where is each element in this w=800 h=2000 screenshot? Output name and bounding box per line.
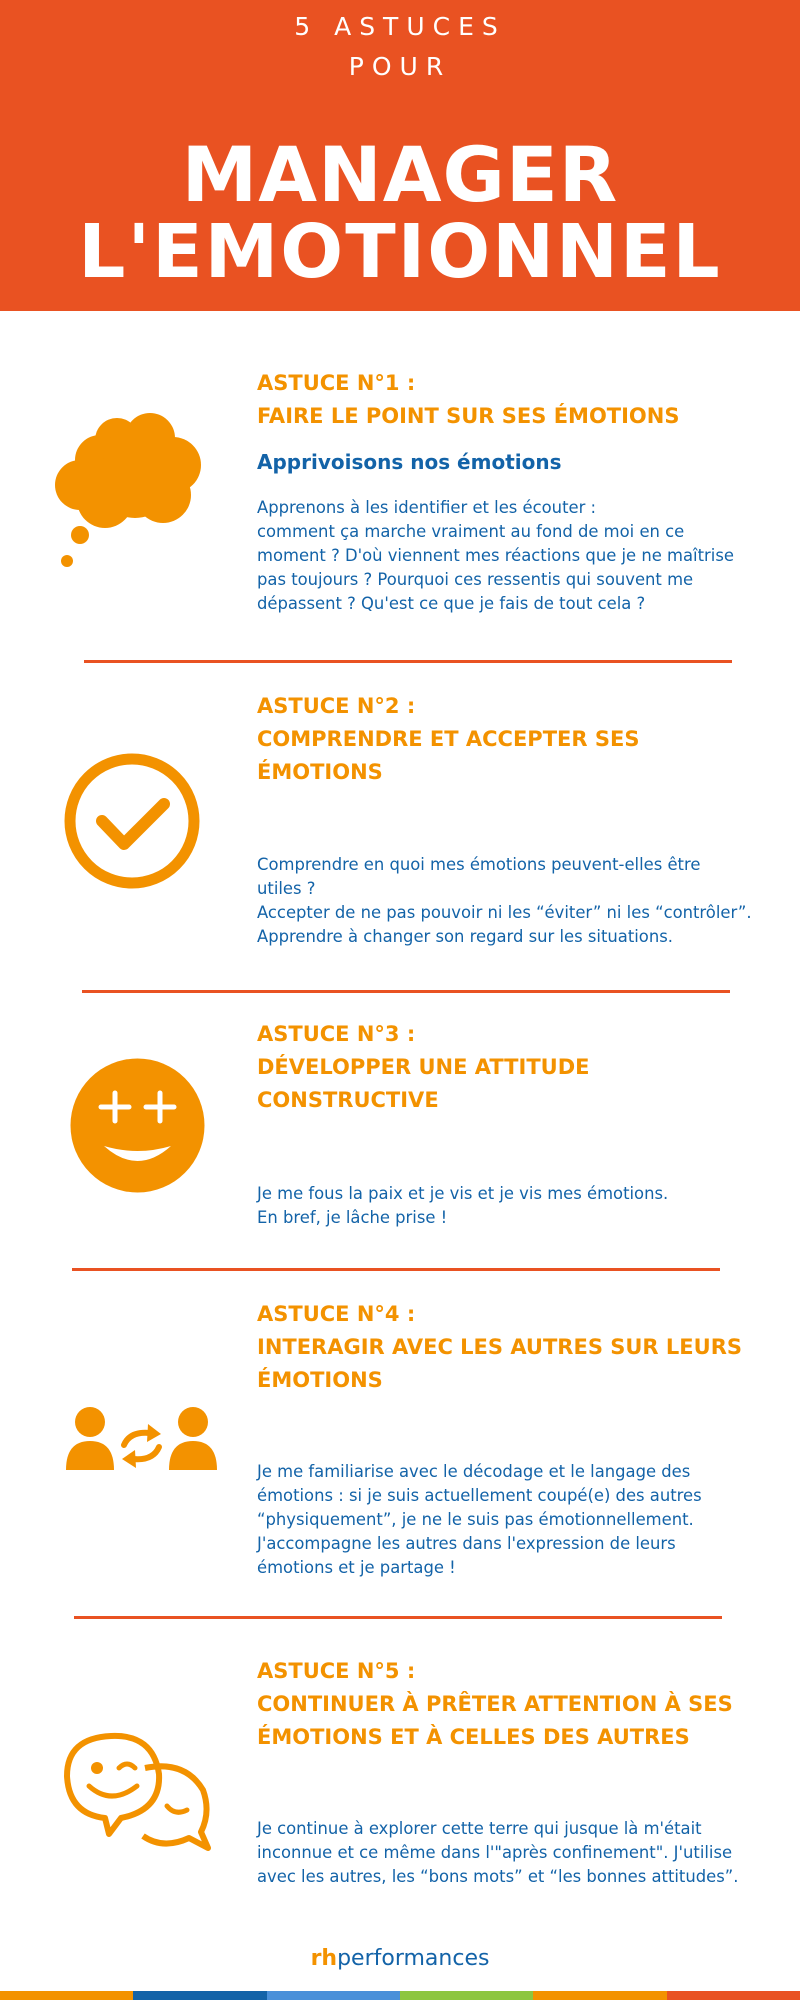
tip-title (257, 690, 777, 789)
separator (74, 1616, 722, 1619)
tip-number: ASTUCE N°4 : (257, 1302, 416, 1326)
tip-title (257, 1655, 777, 1754)
body-line: Je me familiarise avec le décodage et le langage des (257, 1462, 691, 1481)
tip-body (257, 1460, 782, 1580)
body-line: inconnue et ce même dans l'"après confinement". J'utilise (257, 1843, 733, 1862)
body-line: dépassent ? Qu'est ce que je fais de tout cela ? (257, 594, 646, 613)
header-banner (0, 0, 800, 311)
tip-heading: COMPRENDRE ET ACCEPTER SES (257, 727, 640, 751)
body-line: Je me fous la paix et je vis et je vis mes émotions. (257, 1184, 669, 1203)
body-line: moment ? D'où viennent mes réactions que je ne maîtrise (257, 546, 734, 565)
footer-color-bar (0, 1991, 800, 2000)
brand-logo (0, 1946, 800, 1971)
footer-segment (400, 1991, 533, 2000)
tip-body (257, 1817, 782, 1889)
body-line: utiles ? (257, 879, 316, 898)
tip-heading: INTERAGIR AVEC LES AUTRES SUR LEURS (257, 1335, 742, 1359)
body-line: Apprendre à changer son regard sur les situations. (257, 927, 673, 946)
body-line: avec les autres, les “bons mots” et “les bonnes attitudes”. (257, 1867, 739, 1886)
separator (72, 1268, 720, 1271)
tip-title (257, 1298, 777, 1397)
footer-segment (133, 1991, 266, 2000)
body-line: En bref, je lâche prise ! (257, 1208, 448, 1227)
tip-body (257, 496, 782, 616)
tip-heading: DÉVELOPPER UNE ATTITUDE (257, 1055, 590, 1079)
tip-heading: FAIRE LE POINT SUR SES ÉMOTIONS (257, 404, 680, 428)
body-line: Je continue à explorer cette terre qui jusque là m'était (257, 1819, 702, 1838)
body-line: émotions et je partage ! (257, 1558, 456, 1577)
logo-prefix: rh (310, 1946, 338, 1971)
separator (84, 660, 732, 663)
body-line: pas toujours ? Pourquoi ces ressentis qui souvent me (257, 570, 694, 589)
check-circle-icon (62, 752, 202, 890)
footer-segment (267, 1991, 400, 2000)
body-line: “physiquement”, je ne le suis pas émotionnellement. (257, 1510, 694, 1529)
tip-heading: CONSTRUCTIVE (257, 1088, 439, 1112)
tip-number: ASTUCE N°2 : (257, 694, 416, 718)
tip-heading: CONTINUER À PRÊTER ATTENTION À SES (257, 1692, 733, 1716)
tip-number: ASTUCE N°3 : (257, 1022, 416, 1046)
body-line: Apprenons à les identifier et les écouter : (257, 498, 597, 517)
header-kicker: POUR (348, 52, 452, 81)
tip-heading: ÉMOTIONS (257, 760, 383, 784)
body-line: Accepter de ne pas pouvoir ni les “éviter” ni les “contrôler”. (257, 903, 752, 922)
body-line: Comprendre en quoi mes émotions peuvent-elles être (257, 855, 701, 874)
footer-segment (533, 1991, 666, 2000)
tip-title (257, 1018, 777, 1117)
page-title: MANAGER (181, 130, 619, 219)
people-exchange-icon (64, 1405, 219, 1475)
tip-title (257, 367, 777, 433)
page-title: L'EMOTIONNEL (78, 209, 722, 295)
logo-suffix: performances (337, 1946, 490, 1971)
tip-subtitle: Apprivoisons nos émotions (257, 450, 562, 474)
smiley-chat-bubbles-icon (63, 1730, 213, 1855)
header-kicker: 5 ASTUCES (294, 12, 506, 41)
tip-number: ASTUCE N°5 : (257, 1659, 416, 1683)
tip-body (257, 1182, 782, 1230)
footer-segment (0, 1991, 133, 2000)
tip-number: ASTUCE N°1 : (257, 371, 416, 395)
tip-heading: ÉMOTIONS (257, 1368, 383, 1392)
body-line: émotions : si je suis actuellement coupé(e) des autres (257, 1486, 702, 1505)
tip-body (257, 853, 782, 949)
separator (82, 990, 730, 993)
body-line: comment ça marche vraiment au fond de moi en ce (257, 522, 685, 541)
body-line: J'accompagne les autres dans l'expression de leurs (257, 1534, 676, 1553)
thought-bubble-icon (55, 410, 215, 575)
positive-smiley-icon (70, 1058, 205, 1193)
tip-heading: ÉMOTIONS ET À CELLES DES AUTRES (257, 1725, 690, 1749)
footer-segment (667, 1991, 800, 2000)
